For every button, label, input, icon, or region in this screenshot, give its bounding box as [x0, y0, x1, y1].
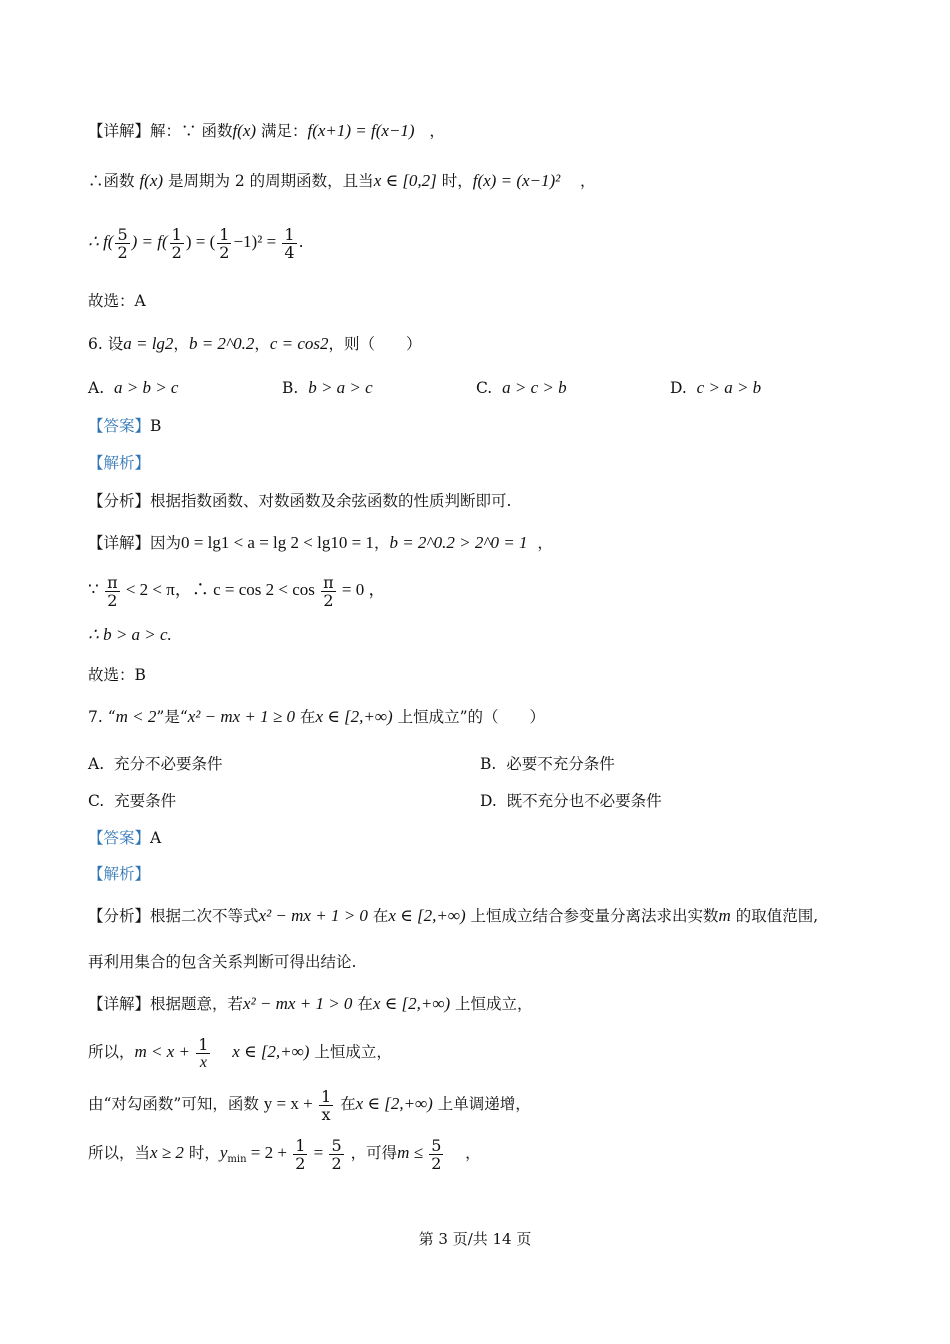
q6-option-b: B. b > a > c [282, 378, 373, 397]
detail-line-2: ∴函数 f(x) 是周期为 2 的周期函数，且当x ∈ [0,2] 时，f(x) = (x−1)² ， [88, 171, 596, 190]
q7-option-a: A. 充分不必要条件 [88, 755, 223, 773]
page-footer: 第 3 页/共 14 页 [418, 1230, 532, 1248]
q7-analysis-heading: 【解析】 [88, 865, 151, 883]
q7-analysis: 【分析】根据二次不等式x² − mx + 1 > 0 在x ∈ [2,+∞) 上恒成立结合参变量分离法求出实数m 的取值范围, [88, 906, 819, 925]
detail-line-1: 【详解】解：∵ 函数f(x) 满足：f(x+1) = f(x−1) ， [88, 121, 445, 140]
q7-answer: 【答案】A [88, 829, 162, 847]
fraction: $\frac{5}{2}$ [117, 224, 128, 262]
q6-choice: 故选：B [88, 666, 146, 684]
fraction: $\frac{1}{2}$ [171, 224, 182, 262]
fraction: $\frac{1}{2}$ [219, 224, 230, 262]
q6-analysis-heading: 【解析】 [88, 454, 151, 472]
fraction: $\frac{1}{x}$ [198, 1034, 209, 1071]
q7-detail-3: 由“对勾函数”可知，函数 y = x + $\frac{1}{x}$ 在x ∈ [2,+∞) 上单调递增， [88, 1086, 531, 1124]
q7-option-c: C. 充要条件 [88, 792, 177, 810]
q7-option-d: D. 既不充分也不必要条件 [480, 792, 662, 810]
q7-analysis-2: 再利用集合的包含关系判断可得出结论. [88, 953, 357, 971]
q6-option-a: A. a > b > c [88, 378, 179, 397]
q6-option-c: C. a > c > b [476, 378, 567, 397]
q6-analysis: 【分析】根据指数函数、对数函数及余弦函数的性质判断即可. [88, 492, 512, 510]
fraction: $\frac{\pi}{2}$ [323, 572, 334, 610]
q7-detail: 【详解】根据题意，若x² − mx + 1 > 0 在x ∈ [2,+∞) 上恒成立， [88, 994, 533, 1013]
q6-detail-2: ∵ $\frac{\pi}{2}$ < 2 < π，∴ c = cos 2 < cos $\frac{\pi}{2}$ = 0 ， [88, 572, 386, 610]
fraction: $\frac{5}{2}$ [331, 1135, 342, 1173]
q7-option-b: B. 必要不充分条件 [480, 755, 615, 773]
q7-detail-2: 所以，m < x + $\frac{1}{x}$ x ∈ [2,+∞) 上恒成立， [88, 1034, 392, 1071]
q6-detail-3: ∴ b > a > c. [88, 625, 172, 644]
fraction: $\frac{1}{4}$ [284, 224, 295, 262]
detail-line-3: ∴ f( $\frac{5}{2}$ ) = f( $\frac{1}{2}$ ) = ( $\frac{1}{2}$ −1)² = $\frac{1}{4}$ . [88, 224, 304, 262]
fraction: $\frac{\pi}{2}$ [107, 572, 118, 610]
q6-answer: 【答案】B [88, 417, 162, 435]
fraction: $\frac{1}{2}$ [295, 1135, 306, 1173]
detail-tag: 【详解】 [88, 122, 151, 140]
fraction: $\frac{5}{2}$ [431, 1135, 442, 1173]
question-6: 6. 设a = lg2，b = 2^0.2，c = cos2，则（ ） [88, 334, 422, 353]
q6-detail: 【详解】因为0 = lg1 < a = lg 2 < lg10 = 1，b = 2^0.2 > 2^0 = 1 ， [88, 533, 553, 552]
answer-choice-line: 故选：A [88, 292, 146, 310]
question-7: 7. “m < 2”是“x² − mx + 1 ≥ 0 在x ∈ [2,+∞) 上恒成立”的（ ） [88, 707, 546, 726]
q7-detail-4: 所以，当x ≥ 2 时，$y_{min} = 2$ + $\frac{1}{2}$ = $\frac{5}{2}$ ，可得m ≤ $\frac{5}{2}$ ， [88, 1135, 481, 1173]
fraction: $\frac{1}{x}$ [320, 1086, 332, 1124]
q6-option-d: D. c > a > b [670, 378, 762, 397]
